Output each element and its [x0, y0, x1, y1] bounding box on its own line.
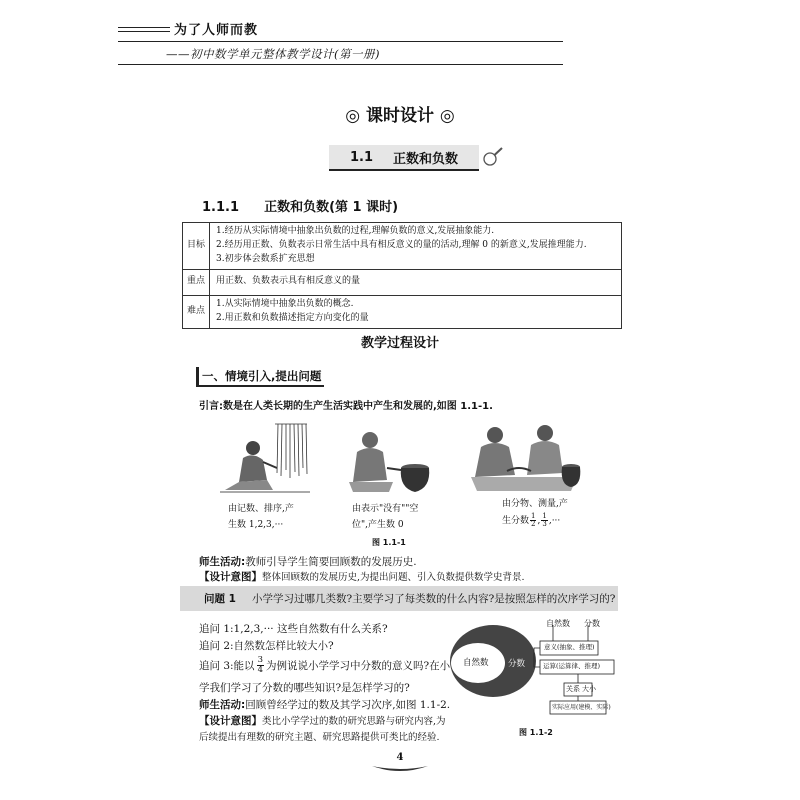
caption-line: 由分物、测量,产	[502, 499, 568, 509]
flow-size: 大小	[582, 685, 596, 693]
page-ornament-icon	[370, 762, 430, 774]
question-text: 小学学习过哪几类数?主要学习了每类数的什么内容?是按照怎样的次序学习的?	[251, 593, 616, 605]
followup-3	[199, 656, 450, 675]
fraction-numerator: 1	[531, 512, 536, 521]
caption-text: ,	[537, 515, 541, 526]
intent-text: 类比小学学过的数的研究思路与研究内容,为	[262, 716, 446, 727]
difficulty-line: 1.从实际情境中抽象出负数的概念.	[216, 298, 354, 309]
fraction-numerator: 3	[257, 655, 263, 665]
teacher-activity-2	[199, 697, 450, 712]
figure1-label: 图 1.1-1	[372, 538, 406, 547]
intent-label: 【设计意图】	[199, 715, 262, 727]
flow-operation: 运算(运算律、推理)	[543, 662, 601, 670]
table-row	[183, 295, 622, 328]
followup-text: 追问 3:能以	[199, 659, 255, 672]
fraction-half	[530, 513, 536, 528]
subsection-title: 正数和负数	[393, 151, 459, 167]
activity-label: 师生活动:	[199, 699, 246, 711]
followup-1: 追问 1:1,2,3,··· 这些自然数有什么关系?	[199, 623, 388, 635]
illustration-counting-tally	[215, 418, 315, 498]
caption-line: 由表示"没有""空	[352, 504, 419, 514]
header-book-subtitle: ——初中数学单元整体教学设计(第一册)	[166, 47, 380, 61]
caption-zero	[352, 502, 418, 534]
followup-3-cont: 学我们学习了分数的哪些知识?是怎样学习的?	[199, 682, 410, 694]
illustration-dividing-goods	[467, 425, 587, 500]
caption-fractions	[502, 497, 568, 528]
header-series-title: 为了人师而教	[170, 19, 262, 38]
flow-natural: 自然数	[546, 619, 570, 628]
figure2-inner-label: 自然数	[463, 658, 489, 668]
fraction-denominator: 4	[257, 664, 263, 675]
intent-text: 整体回顾数的发展历史,为提出问题、引入负数提供数学史背景.	[262, 572, 525, 583]
row-content	[210, 269, 622, 295]
row-key: 重点	[183, 269, 210, 295]
flow-application: 实际应用(建模、实际)	[552, 704, 611, 711]
figure2-outer-label: 分数	[508, 659, 526, 669]
flow-meaning: 意义(抽象、推理)	[544, 643, 595, 651]
fraction-three-quarters	[257, 656, 264, 675]
followup-text: 为例说说小学学习中分数的意义吗?在小	[265, 659, 451, 672]
difficulty-line: 2.用正数和负数描述指定方向变化的量	[216, 312, 369, 323]
header-rule-top-2	[118, 31, 174, 32]
question-label: 问题 1	[204, 593, 236, 605]
fraction-denominator: 3	[542, 520, 547, 529]
objective-line: 3.初步体会数系扩充思想	[216, 253, 315, 264]
followup-2: 追问 2:自然数怎样比较大小?	[199, 640, 334, 652]
caption-line: 生数 1,2,3,···	[228, 519, 284, 530]
activity-label: 师生活动:	[199, 556, 246, 568]
illustration-empty-pot	[343, 428, 438, 500]
key-point-line: 用正数、负数表示具有相反意义的量	[216, 276, 361, 287]
page-number: 4	[396, 752, 404, 763]
process-title: 教学过程设计	[360, 336, 439, 351]
design-intent-2	[199, 713, 446, 728]
header-rule-bottom	[118, 64, 563, 65]
intent-label: 【设计意图】	[199, 571, 262, 583]
caption-text: 生分数	[502, 515, 530, 526]
part-one-title: 一、情境引入,提出问题	[199, 367, 324, 387]
objective-line: 2.经历用正数、负数表示日常生活中具有相反意义的量的活动,理解 0 的新意义,发展推理能力.	[216, 239, 587, 250]
lesson-heading	[202, 196, 398, 215]
header-rule-top	[118, 27, 174, 28]
subsection-number: 1.1	[349, 149, 373, 165]
caption-line: 位",产生数 0	[352, 519, 404, 530]
fraction-numerator: 1	[542, 512, 547, 521]
question-1-bar	[180, 586, 618, 611]
objectives-table	[182, 222, 622, 329]
activity-text: 回顾曾经学过的数及其学习次序,如图 1.1-2.	[245, 699, 451, 711]
table-row	[183, 269, 622, 295]
row-key: 目标	[183, 223, 210, 270]
lesson-number: 1.1.1	[202, 200, 240, 215]
table-row	[183, 223, 622, 270]
row-content	[210, 223, 622, 270]
magnifier-icon	[482, 146, 504, 168]
intro-text: 引言:数是在人类长期的生产生活实践中产生和发展的,如图 1.1-1.	[199, 401, 493, 412]
row-key: 难点	[183, 295, 210, 328]
figure2-label: 图 1.1-2	[519, 728, 553, 737]
row-content	[210, 295, 622, 328]
design-intent-2-cont: 后续提出有理数的研究主题、研究思路提供可类比的经验.	[199, 732, 440, 743]
subsection-heading	[329, 145, 479, 171]
caption-line: 由记数、排序,产	[228, 504, 294, 514]
flow-fraction: 分数	[584, 619, 600, 628]
teacher-activity-1	[199, 554, 417, 569]
fraction-third	[541, 513, 547, 528]
section-title: ◎ 课时设计 ◎	[345, 106, 455, 126]
flow-relation: 关系	[566, 685, 580, 693]
caption-natural-numbers	[228, 502, 294, 534]
caption-text: ,···	[548, 515, 561, 526]
header-rule-mid	[118, 41, 563, 42]
lesson-title: 正数和负数(第 1 课时)	[264, 200, 399, 215]
design-intent-1	[199, 569, 525, 584]
activity-text: 教师引导学生简要回顾数的发展历史.	[245, 556, 417, 568]
caption-line	[502, 513, 568, 528]
fraction-denominator: 2	[531, 520, 536, 529]
objective-line: 1.经历从实际情境中抽象出负数的过程,理解负数的意义,发展抽象能力.	[216, 226, 495, 236]
